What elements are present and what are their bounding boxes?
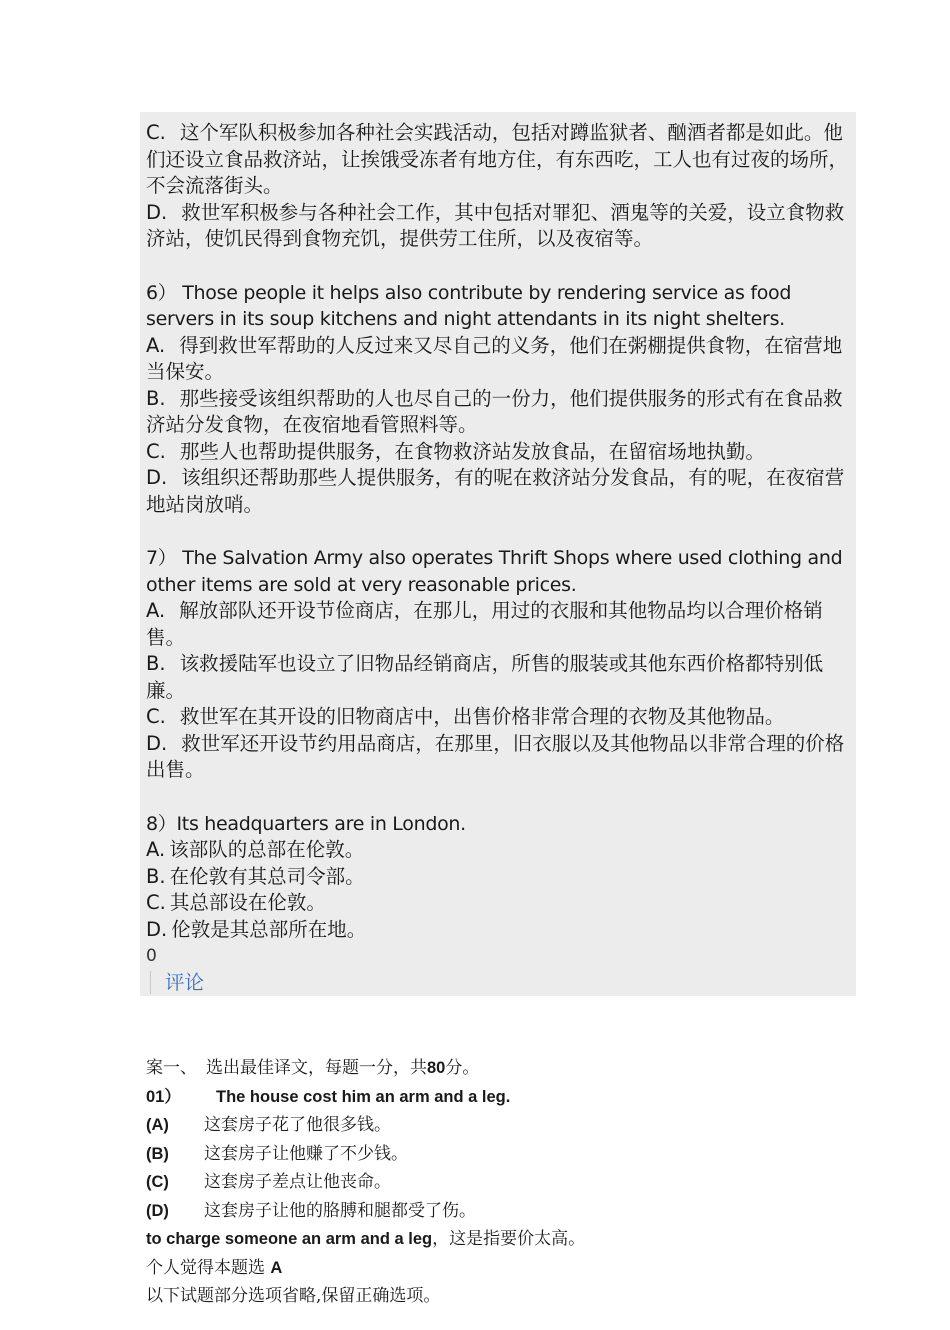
option-text: 这套房子差点让他丧命。: [204, 1172, 391, 1192]
personal-answer-choice: A: [270, 1258, 283, 1277]
option-label: D.: [146, 731, 168, 755]
q6-option-a: [146, 333, 854, 386]
question-text: The house cost him an arm and a leg.: [216, 1087, 511, 1106]
q01-option-b: [146, 1140, 866, 1169]
q8-option-c: [146, 890, 854, 917]
omit-note: 以下试题部分选项省略,保留正确选项。: [146, 1286, 441, 1306]
option-text: 那些接受该组织帮助的人也尽自己的一份力，他们提供服务的形式有在食品救济站分发食物，在夜宿地看管照料等。: [146, 386, 843, 436]
question-8: [146, 811, 854, 838]
option-text: 这个军队积极参加各种社会实践活动，包括对蹲监狱者、酗酒者都是如此。他们还设立食品救济站，让挨饿受冻者有地方住，有东西吃，工人也有过夜的场所，不会流落街头。: [146, 121, 849, 197]
quiz-content-panel: [140, 112, 856, 996]
comment-count: 0: [146, 946, 157, 966]
question-text: The Salvation Army also operates Thrift Shops where used clothing and other items are sold at very reasonable prices.: [146, 547, 843, 596]
option-text: 这套房子让他赚了不少钱。: [204, 1143, 408, 1164]
question-7: [146, 545, 854, 598]
q6-option-b: [146, 386, 854, 439]
option-text: 解放部队还开设节俭商店，在那儿，用过的衣服和其他物品均以合理价格销售。: [146, 599, 823, 649]
comment-link[interactable]: 评论: [150, 971, 204, 994]
q8-option-a: [146, 837, 854, 864]
question-number: 01）: [146, 1087, 181, 1106]
explanation-idiom: to charge someone an arm and a leg: [146, 1230, 433, 1248]
q7-option-a: [146, 598, 854, 651]
q6-option-d: [146, 465, 854, 518]
q8-option-b: [146, 864, 854, 891]
q7-option-c: [146, 704, 854, 731]
explanation-text: ，这是指要价太高。: [432, 1229, 586, 1249]
option-label: C.: [146, 891, 166, 914]
option-text: 救世军在其开设的旧物商店中，出售价格非常合理的衣物及其他物品。: [179, 705, 785, 728]
answer-section: [146, 1054, 866, 1311]
option-text: 这套房子花了他很多钱。: [204, 1115, 391, 1135]
option-text: 救世军还开设节约用品商店，在那里，旧衣服以及其他物品以非常合理的价格出售。: [146, 731, 845, 781]
personal-answer: [146, 1254, 866, 1283]
option-label: (D): [146, 1201, 169, 1220]
option-label: B.: [146, 864, 166, 888]
option-text: 该救援陆军也设立了旧物品经销商店，所售的服装或其他东西价格都特别低廉。: [146, 652, 824, 702]
q01-option-d: [146, 1197, 866, 1226]
option-text: 该部队的总部在伦敦。: [169, 838, 365, 861]
option-text: 在伦敦有其总司令部。: [169, 864, 365, 888]
option-label: B.: [146, 652, 166, 675]
option-text: 该组织还帮助那些人提供服务，有的呢在救济站分发食品，有的呢，在夜宿营地站岗放哨。: [146, 466, 845, 516]
option-label: A.: [146, 599, 166, 622]
q6-option-c: [146, 439, 854, 466]
heading-text: 选出最佳译文，每题一分，共: [206, 1058, 427, 1078]
option-label: A.: [146, 333, 166, 357]
heading-score: 80: [427, 1059, 446, 1077]
q7-option-d: [146, 731, 854, 784]
personal-answer-text: 个人觉得本题选: [146, 1257, 265, 1278]
question-number: 6）: [146, 281, 177, 304]
option-label: B.: [146, 386, 166, 410]
option-label: D.: [146, 466, 168, 489]
option-text: 救世军积极参与各种社会工作，其中包括对罪犯、酒鬼等的关爱，设立食物救济站，使饥民得到食物充饥，提供劳工住所，以及夜宿等。: [146, 200, 845, 250]
option-label: C.: [146, 439, 166, 463]
q5-option-c: [146, 120, 854, 200]
option-label: A.: [146, 838, 166, 861]
q5-option-d: [146, 200, 854, 253]
option-label: (C): [146, 1173, 169, 1191]
q01-option-a: [146, 1111, 866, 1140]
answer-heading: [146, 1054, 866, 1083]
option-label: (A): [146, 1116, 169, 1134]
option-label: D.: [146, 917, 168, 941]
q8-option-d: [146, 917, 854, 944]
heading-prefix: 案一、: [146, 1058, 197, 1078]
option-label: (B): [146, 1144, 169, 1163]
question-text: Those people it helps also contribute by rendering service as food servers in its soup kitchens and night attendants in its night shelters.: [146, 281, 792, 330]
question-01: [146, 1083, 866, 1112]
option-label: C.: [146, 705, 166, 728]
option-text: 得到救世军帮助的人反过来又尽自己的义务，他们在粥棚提供食物，在宿营地当保安。: [146, 333, 843, 383]
q7-option-b: [146, 651, 854, 704]
option-text: 伦敦是其总部所在地。: [171, 917, 367, 941]
option-text: 其总部设在伦敦。: [169, 891, 326, 914]
option-text: 那些人也帮助提供服务，在食物救济站发放食品，在留宿场地执勤。: [179, 439, 765, 463]
question-text: Its headquarters are in London.: [176, 812, 466, 835]
explanation: [146, 1225, 866, 1254]
option-text: 这套房子让他的胳膊和腿都受了伤。: [204, 1200, 476, 1221]
question-number: 7）: [146, 547, 177, 569]
option-label: C.: [146, 121, 166, 144]
q01-option-c: [146, 1168, 866, 1197]
question-6: [146, 280, 854, 333]
heading-suffix: 分。: [445, 1058, 480, 1078]
question-number: 8）: [146, 812, 177, 835]
comment-row: [146, 970, 854, 997]
option-label: D.: [146, 200, 168, 224]
